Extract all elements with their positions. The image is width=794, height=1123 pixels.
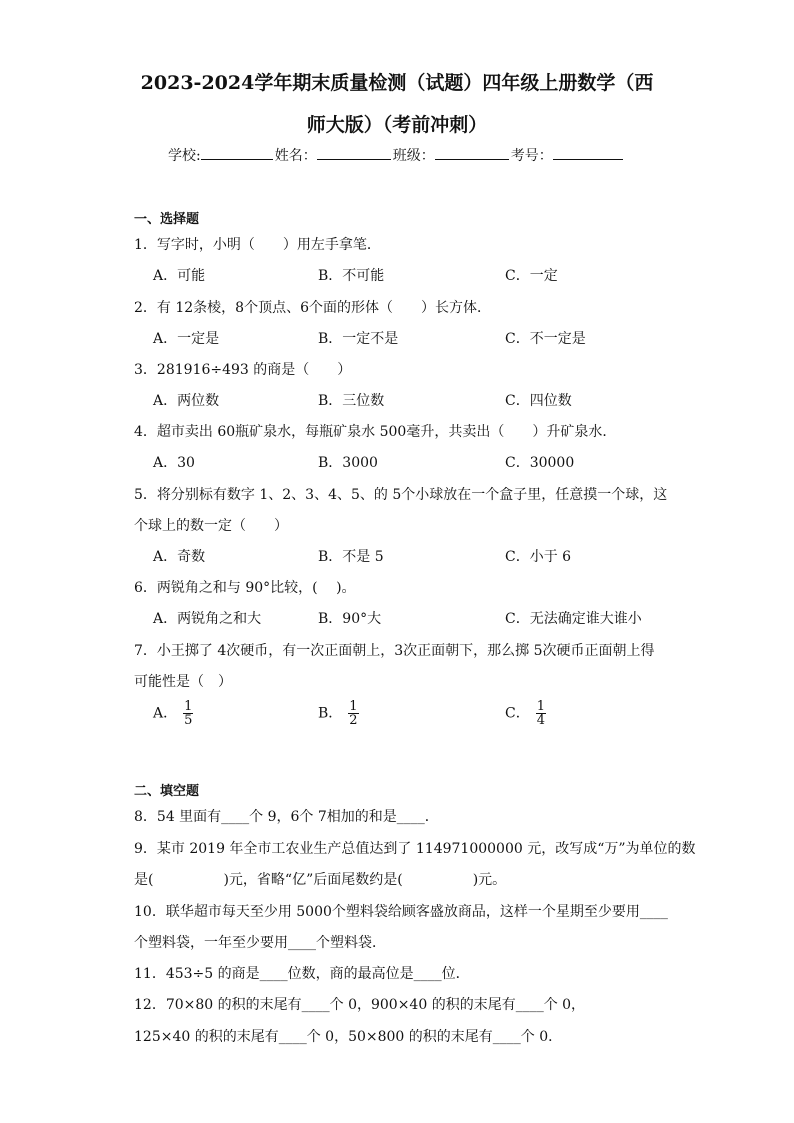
fraction-denominator: 2 [349, 713, 358, 728]
fraction-numerator: 1 [536, 699, 545, 714]
q5-option-c[interactable]: C．小于 6 [505, 549, 572, 565]
q2-option-c[interactable]: C．不一定是 [505, 331, 586, 347]
fraction-denominator: 5 [184, 713, 193, 728]
question-1: 1．写字时，小明（ ）用左手拿笔． [134, 237, 381, 253]
question-10-line2: 个塑料袋，一年至少要用____个塑料袋． [134, 935, 386, 951]
section-heading-choice: 一、选择题 [134, 212, 200, 227]
q7-option-c[interactable] [505, 700, 546, 727]
page-title-line1: 2023-2024学年期末质量检测（试题）四年级上册数学（西 [140, 72, 654, 94]
question-7-line1: 7．小王掷了 4次硬币，有一次正面朝上，3次正面朝下，那么掷 5次硬币正面朝上得 [134, 643, 655, 659]
fraction-one-quarter [536, 700, 546, 727]
q4-option-a[interactable]: A．30 [153, 455, 195, 471]
school-label: 学校: [168, 148, 201, 164]
q6-option-c[interactable]: C．无法确定谁大谁小 [505, 611, 642, 627]
question-8: 8．54 里面有____个 9，6个 7相加的和是____． [134, 809, 439, 825]
q1-option-c[interactable]: C．一定 [505, 268, 558, 284]
q7-option-c-label: C． [505, 705, 530, 722]
fraction-one-half [348, 700, 358, 727]
q6-option-a[interactable]: A．两锐角之和大 [153, 611, 262, 627]
question-7-line2: 可能性是（ ） [134, 674, 232, 690]
page-title-line2: 师大版）（考前冲刺） [306, 114, 488, 136]
name-blank[interactable] [317, 145, 391, 160]
q3-option-c[interactable]: C．四位数 [505, 393, 572, 409]
class-blank[interactable] [435, 145, 509, 160]
question-9-line1: 9．某市 2019 年全市工农业生产总值达到了 114971000000 元，改写成“万”为单位的数 [134, 841, 696, 857]
q7-option-b[interactable] [318, 700, 359, 727]
name-label: 姓名： [274, 148, 317, 164]
q4-option-c[interactable]: C．30000 [505, 455, 575, 471]
q1-option-a[interactable]: A．可能 [153, 268, 206, 284]
q2-option-b[interactable]: B．一定不是 [318, 331, 399, 347]
section-heading-fill: 二、填空题 [134, 784, 200, 799]
question-3: 3．281916÷493 的商是（ ） [134, 362, 352, 378]
q4-option-b[interactable]: B．3000 [318, 455, 378, 471]
question-2: 2．有 12条棱，8个顶点、6个面的形体（ ）长方体． [134, 300, 491, 316]
question-5-line2: 个球上的数一定（ ） [134, 518, 288, 534]
q7-option-b-label: B． [318, 705, 343, 722]
q3-option-b[interactable]: B．三位数 [318, 393, 385, 409]
question-12-line1: 12．70×80 的积的末尾有____个 0，900×40 的积的末尾有____个 0， [134, 997, 586, 1013]
exam-no-label: 考号： [510, 148, 553, 164]
q7-option-a-label: A． [153, 705, 178, 722]
fraction-numerator: 1 [184, 699, 193, 714]
fraction-denominator: 4 [536, 713, 545, 728]
question-11: 11．453÷5 的商是____位数，商的最高位是____位． [134, 966, 470, 982]
q1-option-b[interactable]: B．不可能 [318, 268, 385, 284]
exam-no-blank[interactable] [553, 145, 623, 160]
question-12-line2: 125×40 的积的末尾有____个 0，50×800 的积的末尾有____个 0． [134, 1029, 563, 1045]
question-4: 4．超市卖出 60瓶矿泉水，每瓶矿泉水 500毫升，共卖出（ ）升矿泉水． [134, 424, 617, 440]
q2-option-a[interactable]: A．一定是 [153, 331, 220, 347]
q6-option-b[interactable]: B．90°大 [318, 611, 382, 627]
student-info-row [168, 145, 625, 165]
question-10-line1: 10．联华超市每天至少用 5000个塑料袋给顾客盛放商品，这样一个星期至少要用____ [134, 904, 668, 920]
q5-option-a[interactable]: A．奇数 [153, 549, 206, 565]
class-label: 班级： [392, 148, 435, 164]
q5-option-b[interactable]: B．不是 5 [318, 549, 384, 565]
school-blank[interactable] [201, 145, 273, 160]
question-9-line2: 是( )元，省略“亿”后面尾数约是( )元。 [134, 872, 507, 888]
q3-option-a[interactable]: A．两位数 [153, 393, 220, 409]
q7-option-a[interactable] [153, 700, 193, 727]
question-5-line1: 5．将分别标有数字 1、2、3、4、5、的 5个小球放在一个盒子里，任意摸一个球，这 [134, 487, 668, 503]
fraction-numerator: 1 [349, 699, 358, 714]
fraction-one-fifth [183, 700, 193, 727]
question-6: 6．两锐角之和与 90°比较，( )。 [134, 580, 356, 596]
